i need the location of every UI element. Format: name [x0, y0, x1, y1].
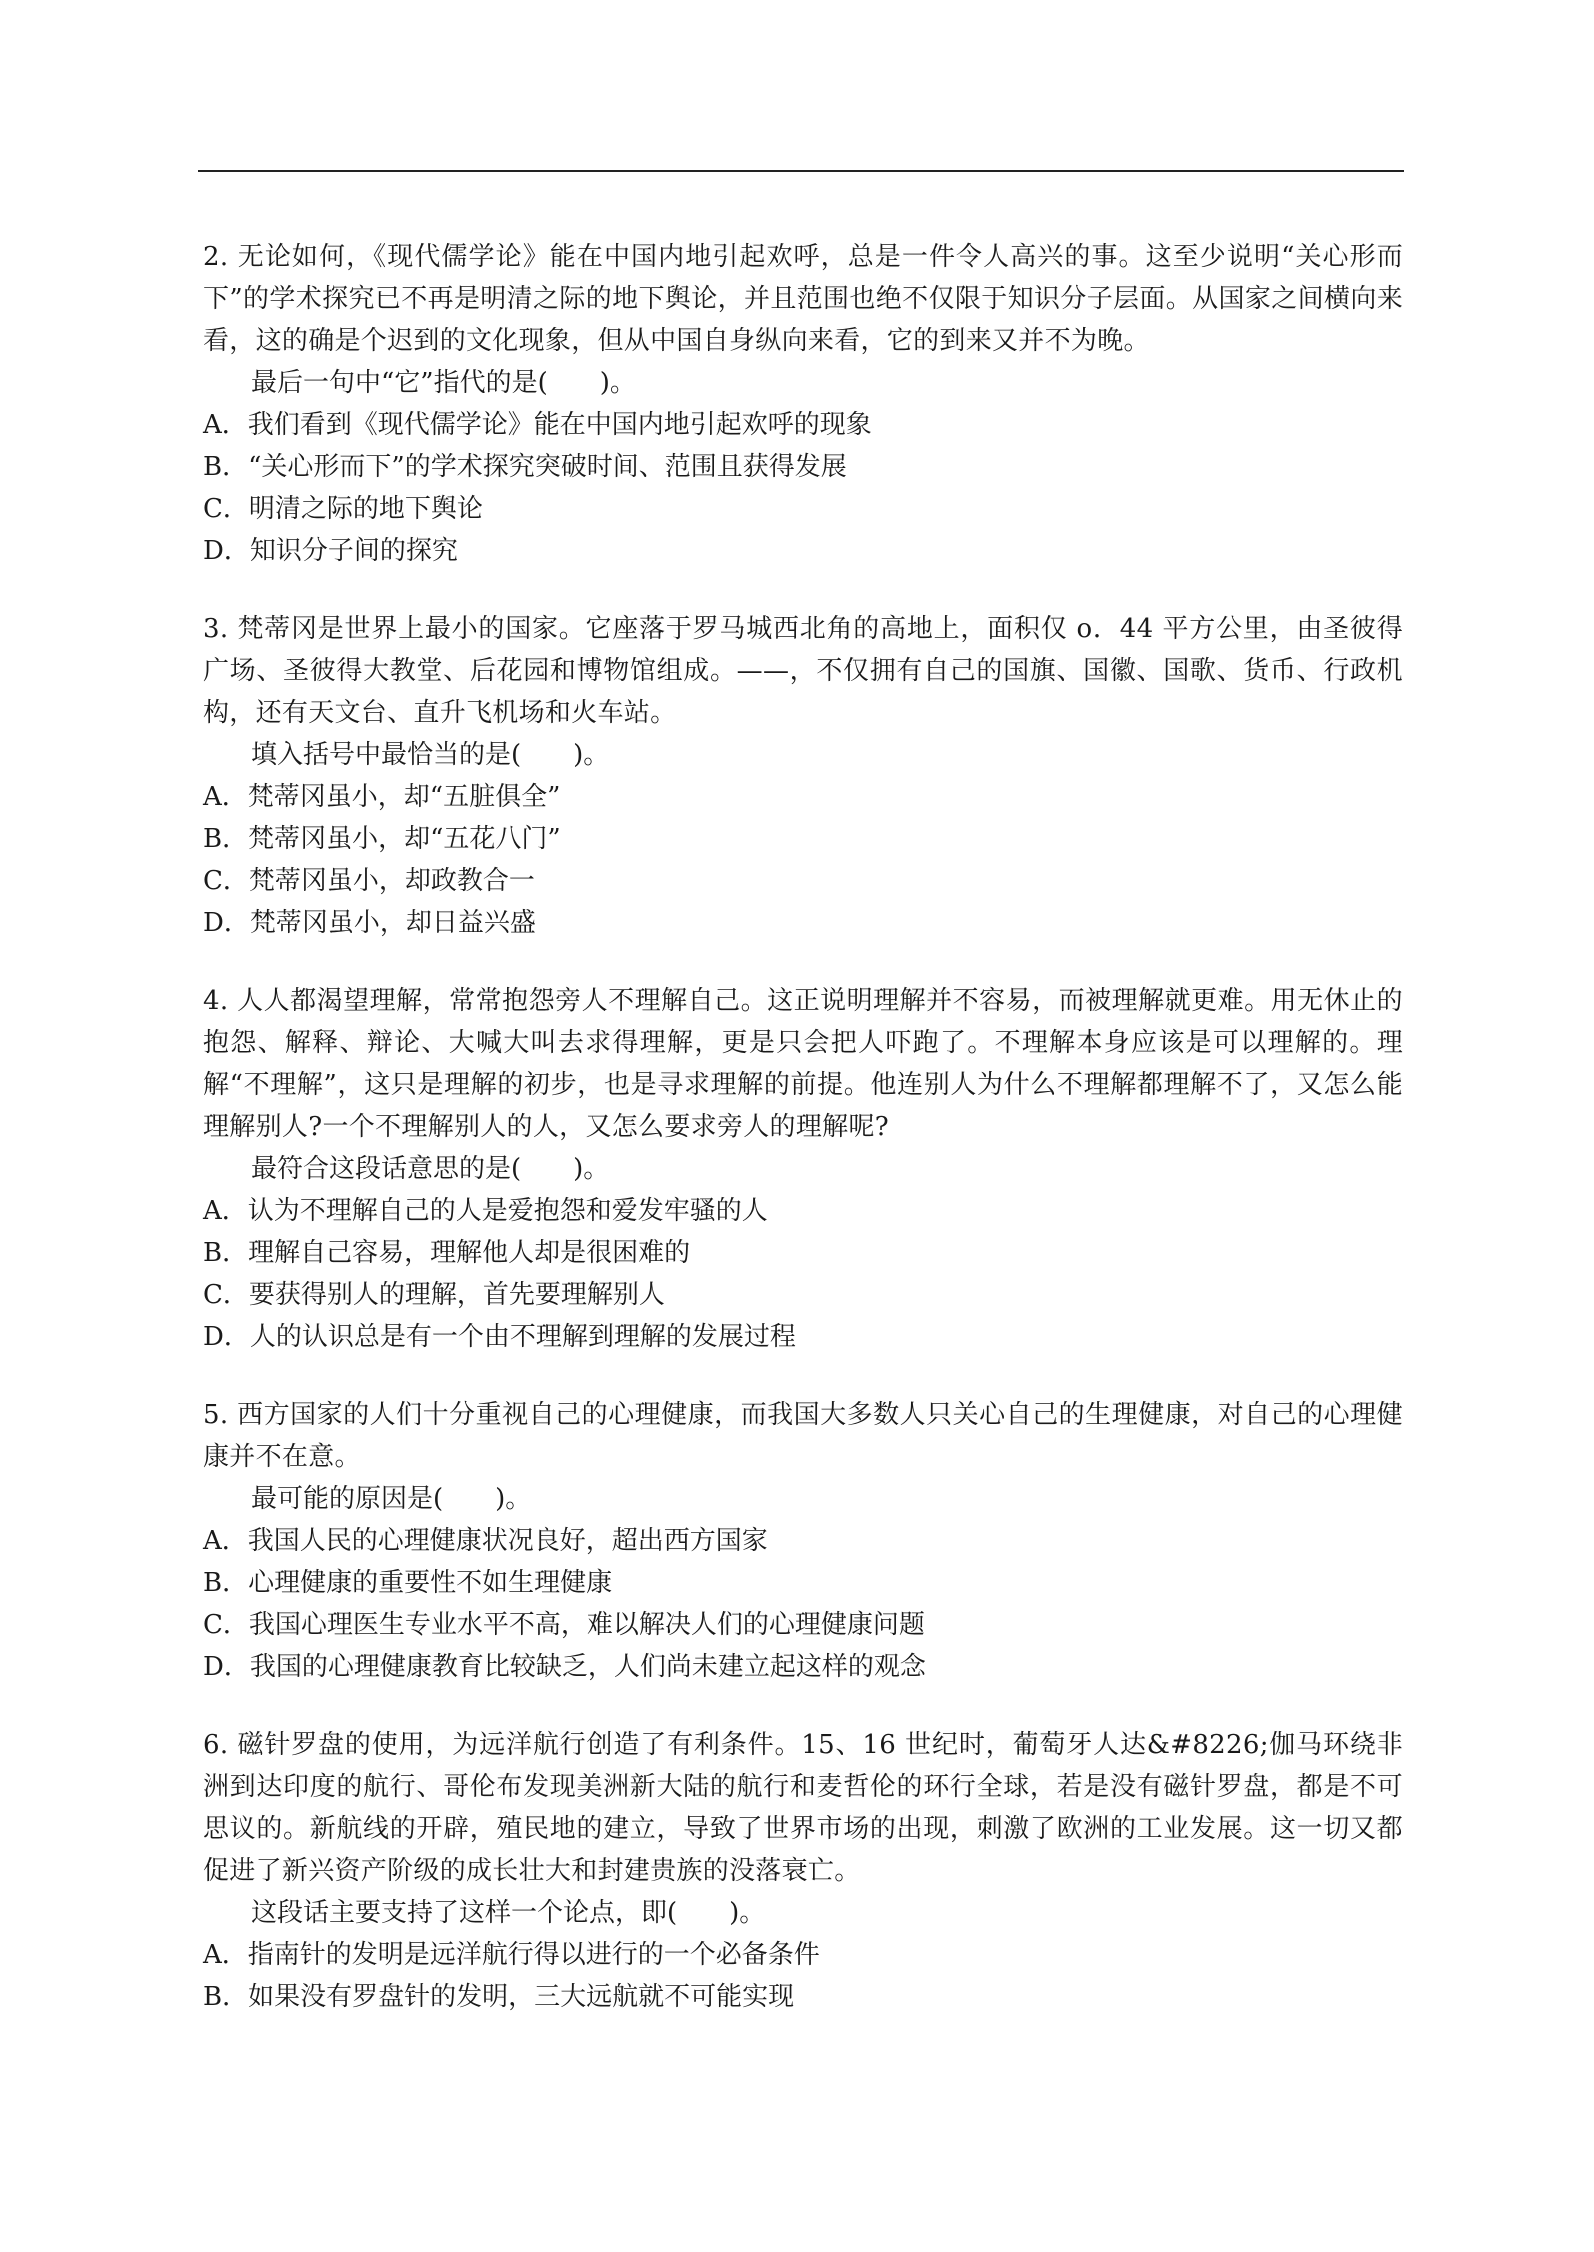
option-b: B．“关心形而下”的学术探究突破时间、范围且获得发展 — [203, 452, 847, 482]
question-2 — [203, 236, 1403, 572]
question-prompt: 最可能的原因是( )。 — [251, 1484, 532, 1514]
question-5 — [203, 1394, 1403, 1688]
option-d: D．我国的心理健康教育比较缺乏，人们尚未建立起这样的观念 — [203, 1652, 926, 1682]
option-a: A．认为不理解自己的人是爱抱怨和爱发牢骚的人 — [203, 1196, 768, 1226]
option-a: A．梵蒂冈虽小，却“五脏俱全” — [203, 782, 561, 812]
option-list — [203, 776, 1403, 944]
question-stem: 4. 人人都渴望理解，常常抱怨旁人不理解自己。这正说明理解并不容易，而被理解就更难。用无休止的抱怨、解释、辩论、大喊大叫去求得理解，更是只会把人吓跑了。不理解本身应该是可以理解的。理解“不理解”，这只是理解的初步，也是寻求理解的前提。他连别人为什么不理解都理解不了，又怎么能理解别人?一个不理解别人的人，又怎么要求旁人的理解呢? — [203, 986, 1403, 1142]
option-a: A．我国人民的心理健康状况良好，超出西方国家 — [203, 1526, 768, 1556]
option-list — [203, 1934, 1403, 2018]
option-list — [203, 1520, 1403, 1688]
question-stem: 5. 西方国家的人们十分重视自己的心理健康，而我国大多数人只关心自己的生理健康，对自己的心理健康并不在意。 — [203, 1400, 1403, 1472]
question-stem: 6. 磁针罗盘的使用，为远洋航行创造了有利条件。15、16 世纪时，葡萄牙人达&#8226;伽马环绕非洲到达印度的航行、哥伦布发现美洲新大陆的航行和麦哲伦的环行全球，若是没有磁针罗盘，都是不可思议的。新航线的开辟，殖民地的建立，导致了世界市场的出现，刺激了欧洲的工业发展。这一切又都促进了新兴资产阶级的成长壮大和封建贵族的没落衰亡。 — [203, 1730, 1403, 1886]
option-c: C．我国心理医生专业水平不高，难以解决人们的心理健康问题 — [203, 1610, 925, 1640]
option-c: C．明清之际的地下舆论 — [203, 494, 483, 524]
option-b: B．理解自己容易，理解他人却是很困难的 — [203, 1238, 691, 1268]
option-d: D．知识分子间的探究 — [203, 536, 458, 566]
option-d: D．梵蒂冈虽小，却日益兴盛 — [203, 908, 536, 938]
option-list — [203, 404, 1403, 572]
option-b: B．梵蒂冈虽小，却“五花八门” — [203, 824, 561, 854]
question-prompt: 最后一句中“它”指代的是( )。 — [251, 368, 636, 398]
question-6 — [203, 1724, 1403, 2018]
question-stem: 3. 梵蒂冈是世界上最小的国家。它座落于罗马城西北角的高地上，面积仅 o．44 平方公里，由圣彼得广场、圣彼得大教堂、后花园和博物馆组成。——，不仅拥有自己的国旗、国徽、国歌、货币、行政机构，还有天文台、直升飞机场和火车站。 — [203, 614, 1403, 728]
option-c: C．要获得别人的理解，首先要理解别人 — [203, 1280, 665, 1310]
option-a: A．指南针的发明是远洋航行得以进行的一个必备条件 — [203, 1940, 820, 1970]
option-list — [203, 1190, 1403, 1358]
option-b: B．心理健康的重要性不如生理健康 — [203, 1568, 613, 1598]
option-d: D．人的认识总是有一个由不理解到理解的发展过程 — [203, 1322, 796, 1352]
option-a: A．我们看到《现代儒学论》能在中国内地引起欢呼的现象 — [203, 410, 872, 440]
header-rule — [198, 170, 1404, 172]
question-prompt: 最符合这段话意思的是( )。 — [251, 1154, 610, 1184]
option-c: C．梵蒂冈虽小，却政教合一 — [203, 866, 535, 896]
question-3 — [203, 608, 1403, 944]
question-prompt: 填入括号中最恰当的是( )。 — [251, 740, 610, 770]
question-prompt: 这段话主要支持了这样一个论点，即( )。 — [251, 1898, 766, 1928]
question-stem: 2. 无论如何，《现代儒学论》能在中国内地引起欢呼，总是一件令人高兴的事。这至少说明“关心形而下”的学术探究已不再是明清之际的地下舆论，并且范围也绝不仅限于知识分子层面。从国家之间横向来看，这的确是个迟到的文化现象，但从中国自身纵向来看，它的到来又并不为晚。 — [203, 242, 1403, 356]
option-b: B．如果没有罗盘针的发明，三大远航就不可能实现 — [203, 1982, 795, 2012]
question-4 — [203, 980, 1403, 1358]
exam-content — [203, 236, 1403, 2054]
